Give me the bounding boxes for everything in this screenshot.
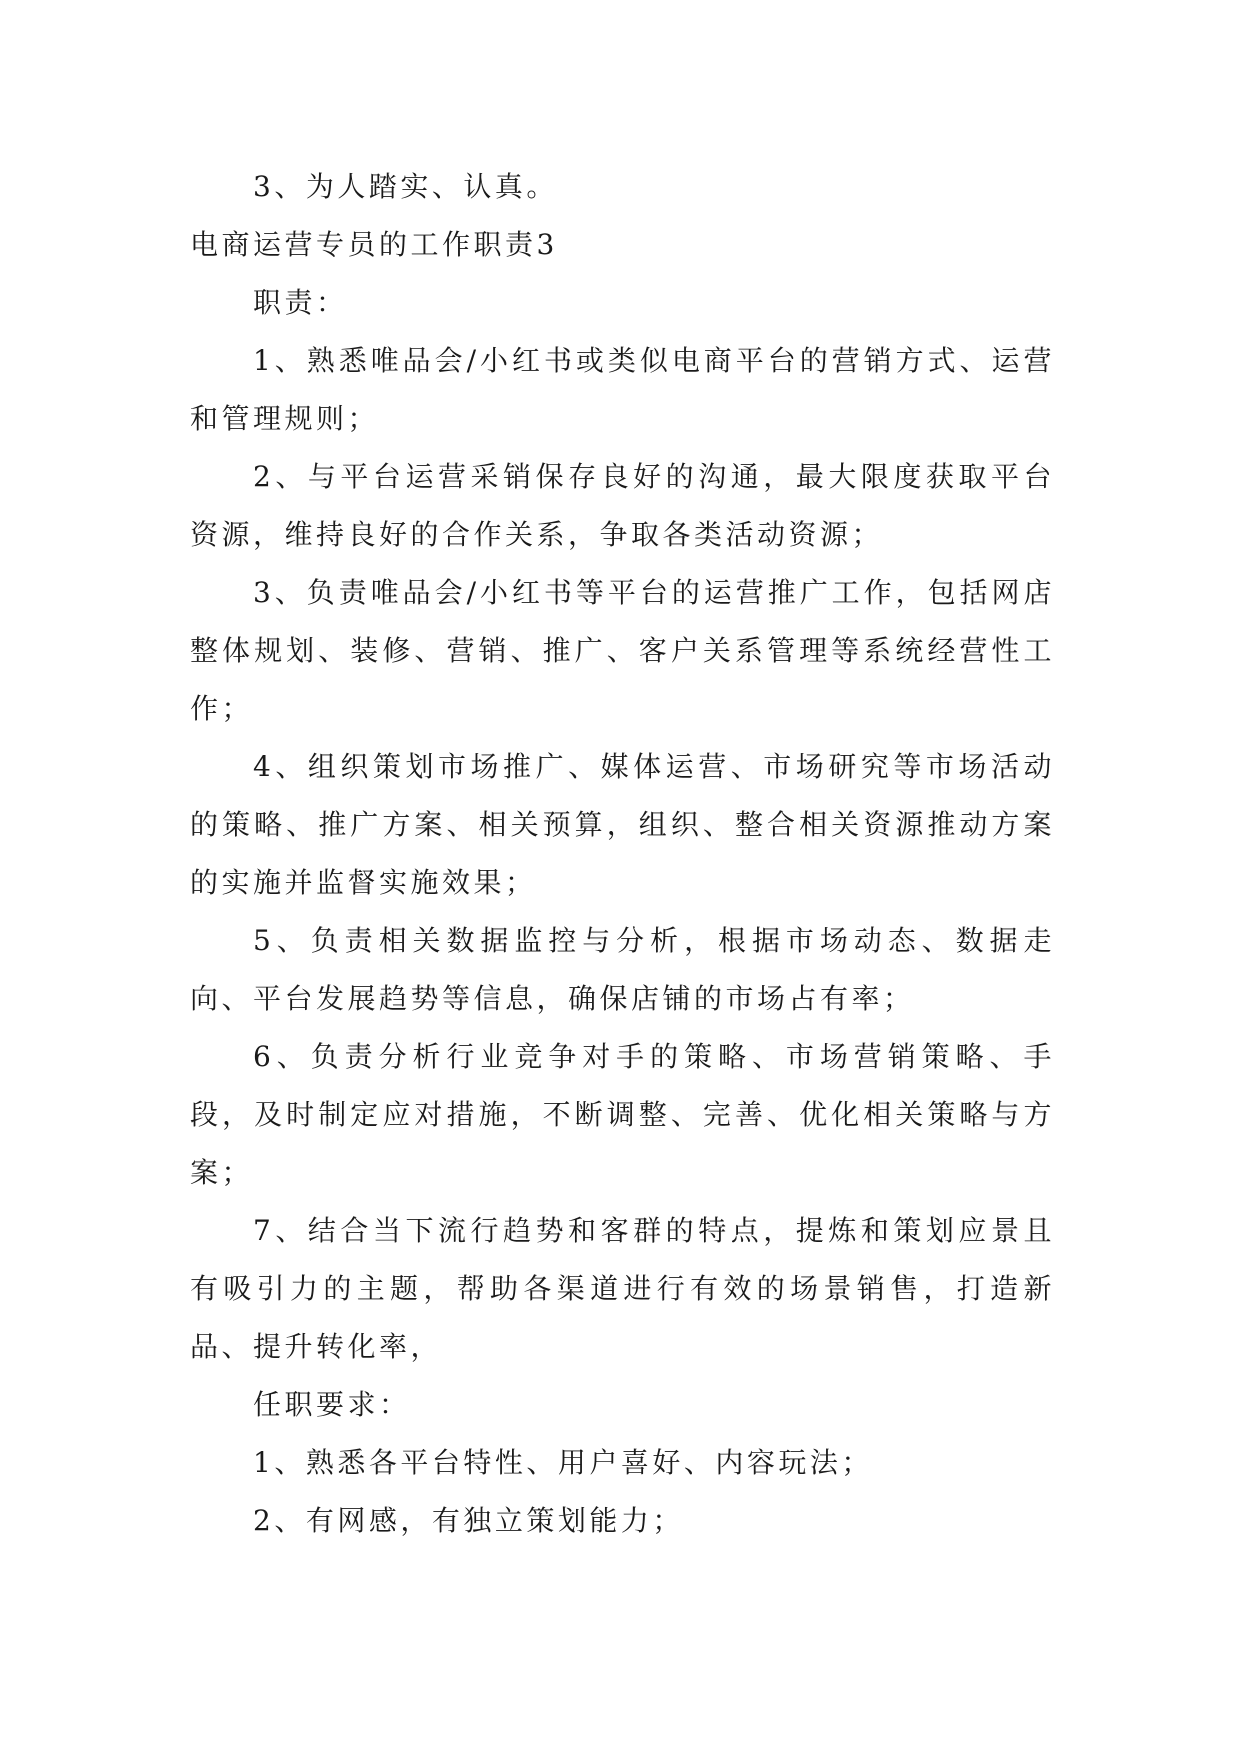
duty-item: 7、结合当下流行趋势和客群的特点，提炼和策划应景且有吸引力的主题，帮助各渠道进行有效的场景销售，打造新品、提升转化率，: [190, 1214, 1055, 1363]
duty-item: 4、组织策划市场推广、媒体运营、市场研究等市场活动的策略、推广方案、相关预算，组织、整合相关资源推动方案的实施并监督实施效果；: [190, 750, 1055, 899]
duty-item: 6、负责分析行业竞争对手的策略、市场营销策略、手段，及时制定应对措施，不断调整、完善、优化相关策略与方案；: [190, 1040, 1055, 1189]
requirements-label: 任职要求：: [253, 1388, 411, 1421]
intro-line: 3、为人踏实、认真。: [253, 170, 558, 203]
duty-item: 5、负责相关数据监控与分析，根据市场动态、数据走向、平台发展趋势等信息，确保店铺的市场占有率；: [190, 924, 1055, 1015]
duty-item: 1、熟悉唯品会/小红书或类似电商平台的营销方式、运营和管理规则；: [190, 344, 1055, 435]
requirement-item: 1、熟悉各平台特性、用户喜好、内容玩法；: [253, 1446, 873, 1479]
section-title: 电商运营专员的工作职责3: [190, 228, 558, 261]
requirement-item: 2、有网感，有独立策划能力；: [253, 1504, 684, 1537]
document-body: [190, 158, 1055, 1550]
duty-item: 2、与平台运营采销保存良好的沟通，最大限度获取平台资源，维持良好的合作关系，争取各类活动资源；: [190, 460, 1055, 551]
duties-label: 职责：: [253, 286, 348, 319]
duty-item: 3、负责唯品会/小红书等平台的运营推广工作，包括网店整体规划、装修、营销、推广、客户关系管理等系统经营性工作；: [190, 576, 1055, 725]
